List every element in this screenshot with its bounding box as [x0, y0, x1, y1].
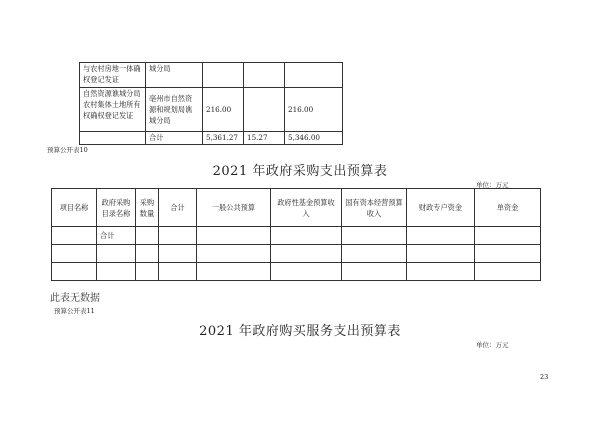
header-state-capital: 国有资本经营预算收入	[342, 189, 407, 227]
project-cell: 自然资源谯城分局农村集体土地所有权确权登记发证	[80, 88, 146, 132]
empty-cell	[475, 263, 541, 281]
header-row	[52, 189, 541, 227]
table-row	[52, 263, 541, 281]
services-title: 2021 年政府购买服务支出预算表	[199, 324, 401, 339]
page-number: 23	[540, 373, 549, 381]
total-cell: 5,361.27	[203, 132, 244, 145]
table-row	[80, 63, 343, 88]
fund-cell	[285, 63, 343, 88]
unit-label: 单位：万元	[476, 341, 509, 349]
empty-cell	[159, 227, 197, 245]
project-cell: 与农村房地一体确权登记发证	[80, 63, 146, 88]
header-project-name: 项目名称	[52, 189, 97, 227]
procurement-table	[51, 188, 541, 281]
procurement-title: 2021 年政府采购支出预算表	[212, 164, 388, 179]
empty-cell	[159, 245, 197, 263]
fund-cell: 216.00	[285, 88, 343, 132]
empty-cell	[136, 263, 159, 281]
empty-cell	[407, 245, 475, 263]
empty-cell	[136, 245, 159, 263]
header-quantity: 采购数量	[136, 189, 159, 227]
empty-cell	[52, 227, 97, 245]
total-label: 合计	[146, 132, 203, 145]
empty-cell	[475, 227, 541, 245]
general-budget-cell	[244, 88, 285, 132]
total-cell	[203, 63, 244, 88]
empty-cell	[197, 263, 271, 281]
empty-cell	[342, 227, 407, 245]
unit-cell: 城分局	[146, 63, 203, 88]
header-government-fund: 政府性基金预算收入	[271, 189, 342, 227]
empty-cell	[197, 227, 271, 245]
general-budget-cell	[244, 63, 285, 88]
header-catalog-name: 政府采购目录名称	[97, 189, 136, 227]
header-unit-funds: 单资金	[475, 189, 541, 227]
empty-cell	[271, 245, 342, 263]
unit-cell: 亳州市自然资源和规划局谯城分局	[146, 88, 203, 132]
empty-cell	[197, 245, 271, 263]
empty-cell	[271, 227, 342, 245]
table-label-11: 预算公开表11	[54, 307, 95, 315]
header-total: 合计	[159, 189, 197, 227]
total-label: 合计	[97, 227, 136, 245]
budget-table-continued	[79, 62, 343, 145]
header-general-budget: 一般公共预算	[197, 189, 271, 227]
empty-cell	[97, 245, 136, 263]
empty-cell	[52, 263, 97, 281]
header-special-account: 财政专户资金	[407, 189, 475, 227]
empty-cell	[159, 263, 197, 281]
total-row	[52, 227, 541, 245]
empty-cell	[342, 245, 407, 263]
empty-cell	[475, 245, 541, 263]
table-row	[80, 88, 343, 132]
unit-label: 单位：万元	[476, 181, 509, 189]
no-data-note: 此表无数据	[50, 293, 100, 304]
empty-cell	[407, 263, 475, 281]
empty-cell	[271, 263, 342, 281]
empty-cell	[52, 245, 97, 263]
empty-cell	[342, 263, 407, 281]
fund-cell: 5,346.00	[285, 132, 343, 145]
total-row	[80, 132, 343, 145]
table-label-10: 预算公开表10	[47, 146, 88, 154]
empty-cell	[407, 227, 475, 245]
empty-cell	[136, 227, 159, 245]
table-row	[52, 245, 541, 263]
empty-cell	[80, 132, 146, 145]
empty-cell	[97, 263, 136, 281]
total-cell: 216.00	[203, 88, 244, 132]
general-budget-cell: 15.27	[244, 132, 285, 145]
